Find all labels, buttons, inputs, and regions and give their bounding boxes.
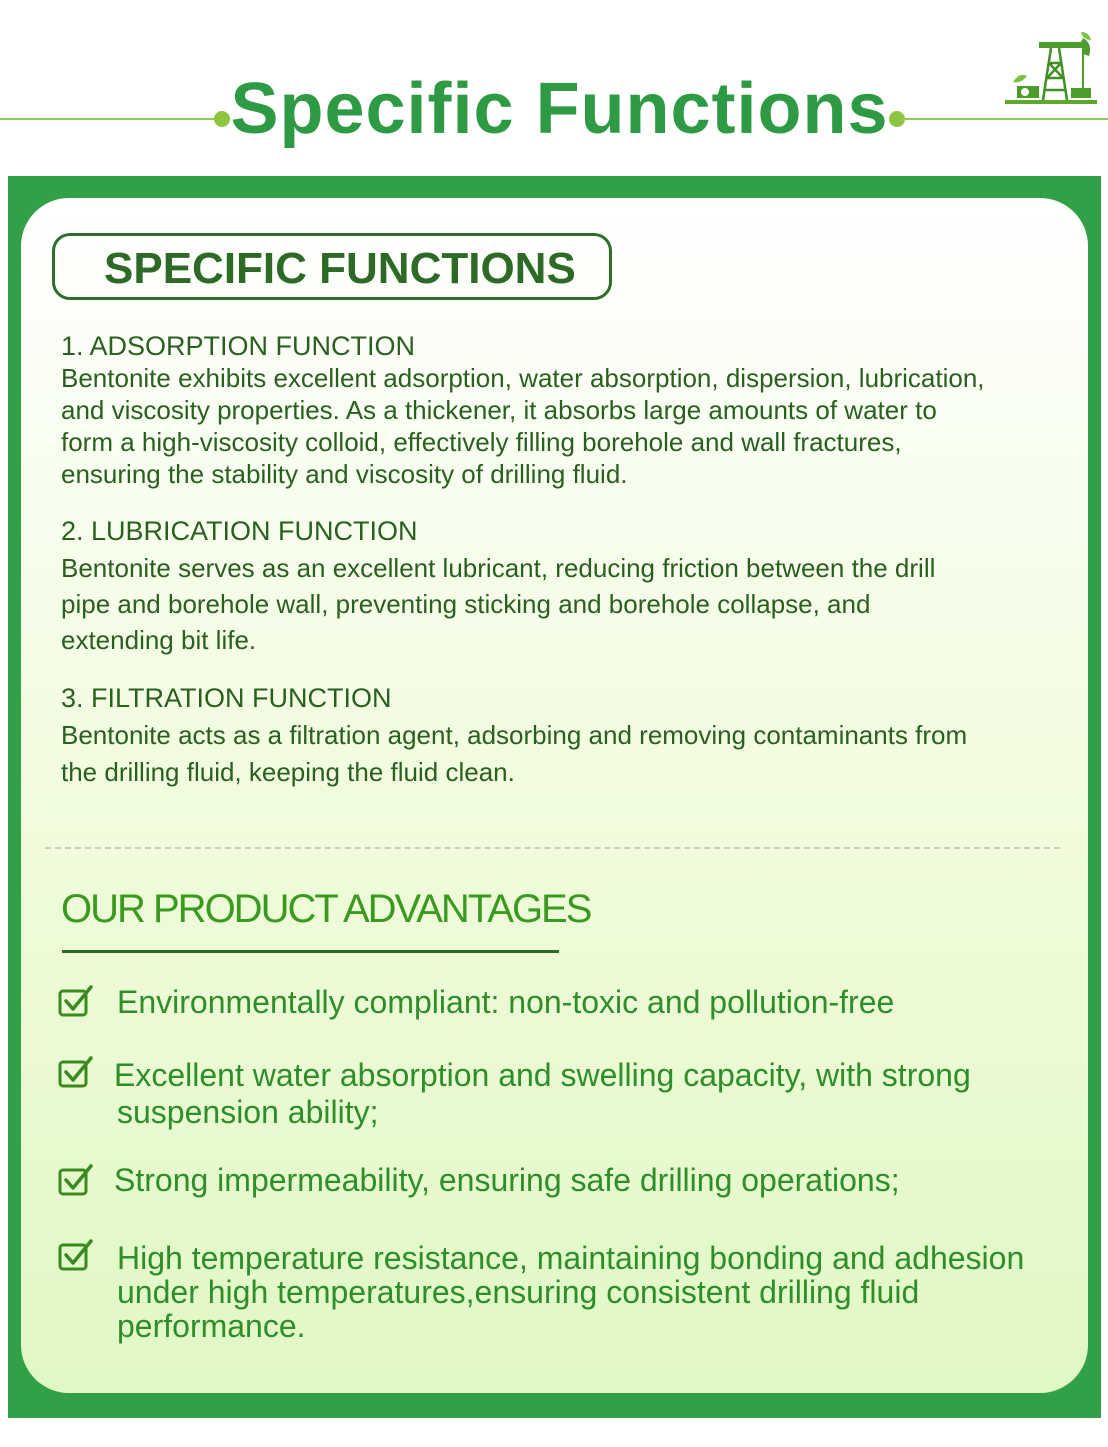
function-text-line: ensuring the stability and viscosity of drilling fluid.	[61, 459, 628, 489]
function-text-line: Bentonite acts as a filtration agent, adsorbing and removing contaminants from	[61, 720, 968, 750]
dashed-divider	[45, 847, 1060, 849]
advantage-text-line: performance.	[117, 1308, 306, 1344]
checkbox-check-icon	[58, 1054, 98, 1090]
page-header	[0, 0, 1108, 170]
advantages-underline	[62, 950, 559, 953]
function-text-line: pipe and borehole wall, preventing sticking and borehole collapse, and	[61, 589, 871, 619]
function-text-line: Bentonite serves as an excellent lubricant, reducing friction between the drill	[61, 553, 936, 583]
function-text-line: extending bit life.	[61, 625, 257, 655]
advantage-text-line: under high temperatures,ensuring consistent drilling fluid	[117, 1274, 920, 1310]
function-text-line: form a high-viscosity colloid, effectively filling borehole and wall fractures,	[61, 427, 902, 457]
checkbox-check-icon	[58, 1162, 98, 1198]
function-heading-filtration: 3. FILTRATION FUNCTION	[61, 683, 392, 713]
checkbox-check-icon	[58, 1237, 98, 1273]
function-heading-lubrication: 2. LUBRICATION FUNCTION	[61, 516, 418, 546]
advantage-text-line: suspension ability;	[117, 1094, 379, 1130]
function-text-line: and viscosity properties. As a thickener, it absorbs large amounts of water to	[61, 395, 937, 425]
advantage-text-line: High temperature resistance, maintaining bonding and adhesion	[117, 1240, 1025, 1276]
oil-rig-icon	[1003, 28, 1099, 108]
header-line-right	[902, 118, 1108, 120]
advantage-text-line: Excellent water absorption and swelling capacity, with strong	[114, 1057, 971, 1093]
function-text-line: Bentonite exhibits excellent adsorption, water absorption, dispersion, lubrication,	[61, 363, 985, 393]
advantage-text-line: Environmentally compliant: non-toxic and pollution-free	[117, 984, 895, 1020]
checkbox-check-icon	[58, 983, 98, 1019]
function-heading-adsorption: 1. ADSORPTION FUNCTION	[61, 331, 416, 361]
header-line-left	[0, 118, 222, 120]
function-text-line: the drilling fluid, keeping the fluid clean.	[61, 757, 515, 787]
advantage-text-line: Strong impermeability, ensuring safe drilling operations;	[114, 1162, 900, 1198]
section-title: SPECIFIC FUNCTIONS	[104, 244, 576, 293]
page-title: Specific Functions	[230, 69, 889, 149]
advantages-title: OUR PRODUCT ADVANTAGES	[61, 887, 591, 931]
